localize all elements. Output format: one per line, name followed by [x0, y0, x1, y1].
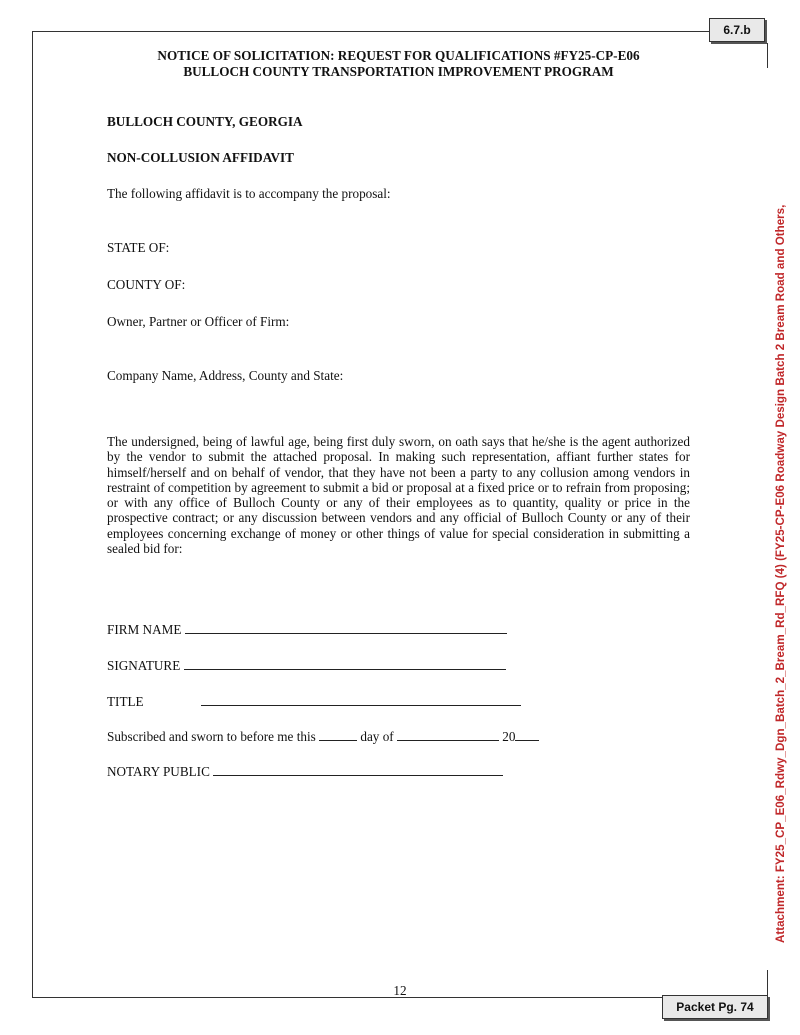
year-blank[interactable]: [515, 729, 539, 741]
notary-label: NOTARY PUBLIC: [107, 764, 210, 779]
affidavit-heading: NON-COLLUSION AFFIDAVIT: [107, 150, 294, 165]
county-heading: BULLOCH COUNTY, GEORGIA: [107, 114, 303, 129]
agenda-item-tag: 6.7.b: [709, 18, 765, 42]
signature-row: [107, 658, 506, 674]
intro-text: The following affidavit is to accompany the proposal:: [107, 186, 391, 201]
day-blank[interactable]: [319, 729, 357, 741]
page-number: 12: [393, 983, 407, 998]
county-label: COUNTY OF:: [107, 277, 186, 292]
subscribed-text: Subscribed and sworn to before me this: [107, 729, 316, 744]
signature-label: SIGNATURE: [107, 658, 181, 673]
subscribed-row: [107, 729, 539, 745]
notice-title-line-2: BULLOCH COUNTY TRANSPORTATION IMPROVEMENT PROGRAM: [183, 64, 614, 79]
firm-name-blank[interactable]: [185, 622, 507, 634]
title-blank[interactable]: [201, 694, 521, 706]
document-body: [107, 48, 690, 779]
packet-page-badge: Packet Pg. 74: [662, 995, 768, 1019]
title-label: TITLE: [107, 694, 144, 709]
state-label: STATE OF:: [107, 240, 170, 255]
firm-name-row: [107, 622, 507, 638]
firm-name-label: FIRM NAME: [107, 622, 182, 637]
title-row: [107, 694, 521, 710]
frame-top-border: [32, 31, 767, 32]
owner-label: Owner, Partner or Officer of Firm:: [107, 314, 290, 329]
notice-title-line-1: NOTICE OF SOLICITATION: REQUEST FOR QUALIFICATIONS #FY25-CP-E06: [157, 48, 640, 63]
year-prefix: 20: [502, 729, 516, 744]
month-blank[interactable]: [397, 729, 499, 741]
attachment-sidebar-text: Attachment: FY25_CP_E06_Rdwy_Dgn_Batch_2_Bream_Rd_RFQ (4) (FY25-CP-E06 Roadway Design Batch 2 Bream Road and Others,: [774, 204, 787, 943]
frame-left-border: [32, 31, 33, 998]
signature-blank[interactable]: [184, 658, 506, 670]
company-label: Company Name, Address, County and State:: [107, 368, 344, 383]
day-of-text: day of: [360, 729, 394, 744]
notary-row: [107, 764, 503, 780]
notary-blank[interactable]: [213, 764, 503, 776]
frame-right-tick-top: [767, 43, 768, 68]
affidavit-paragraph: The undersigned, being of lawful age, being first duly sworn, on oath says that he/she is the agent authorized by the vendor to submit the attached proposal. In making such representation, affiant further states for himself/herself and on behalf of vendor, that they have not been a party to any collusion among vendors in restraint of competition by agreement to submit a bid or proposal at a fixed price or to refrain from proposing; or with any office of Bulloch County or any of their employees as to quantity, quality or price in the prospective contract; or any discussion between vendors and any official of Bulloch County or any of their employees concerning exchange of money or other things of value for special consideration in submitting a sealed bid for:: [107, 434, 690, 557]
